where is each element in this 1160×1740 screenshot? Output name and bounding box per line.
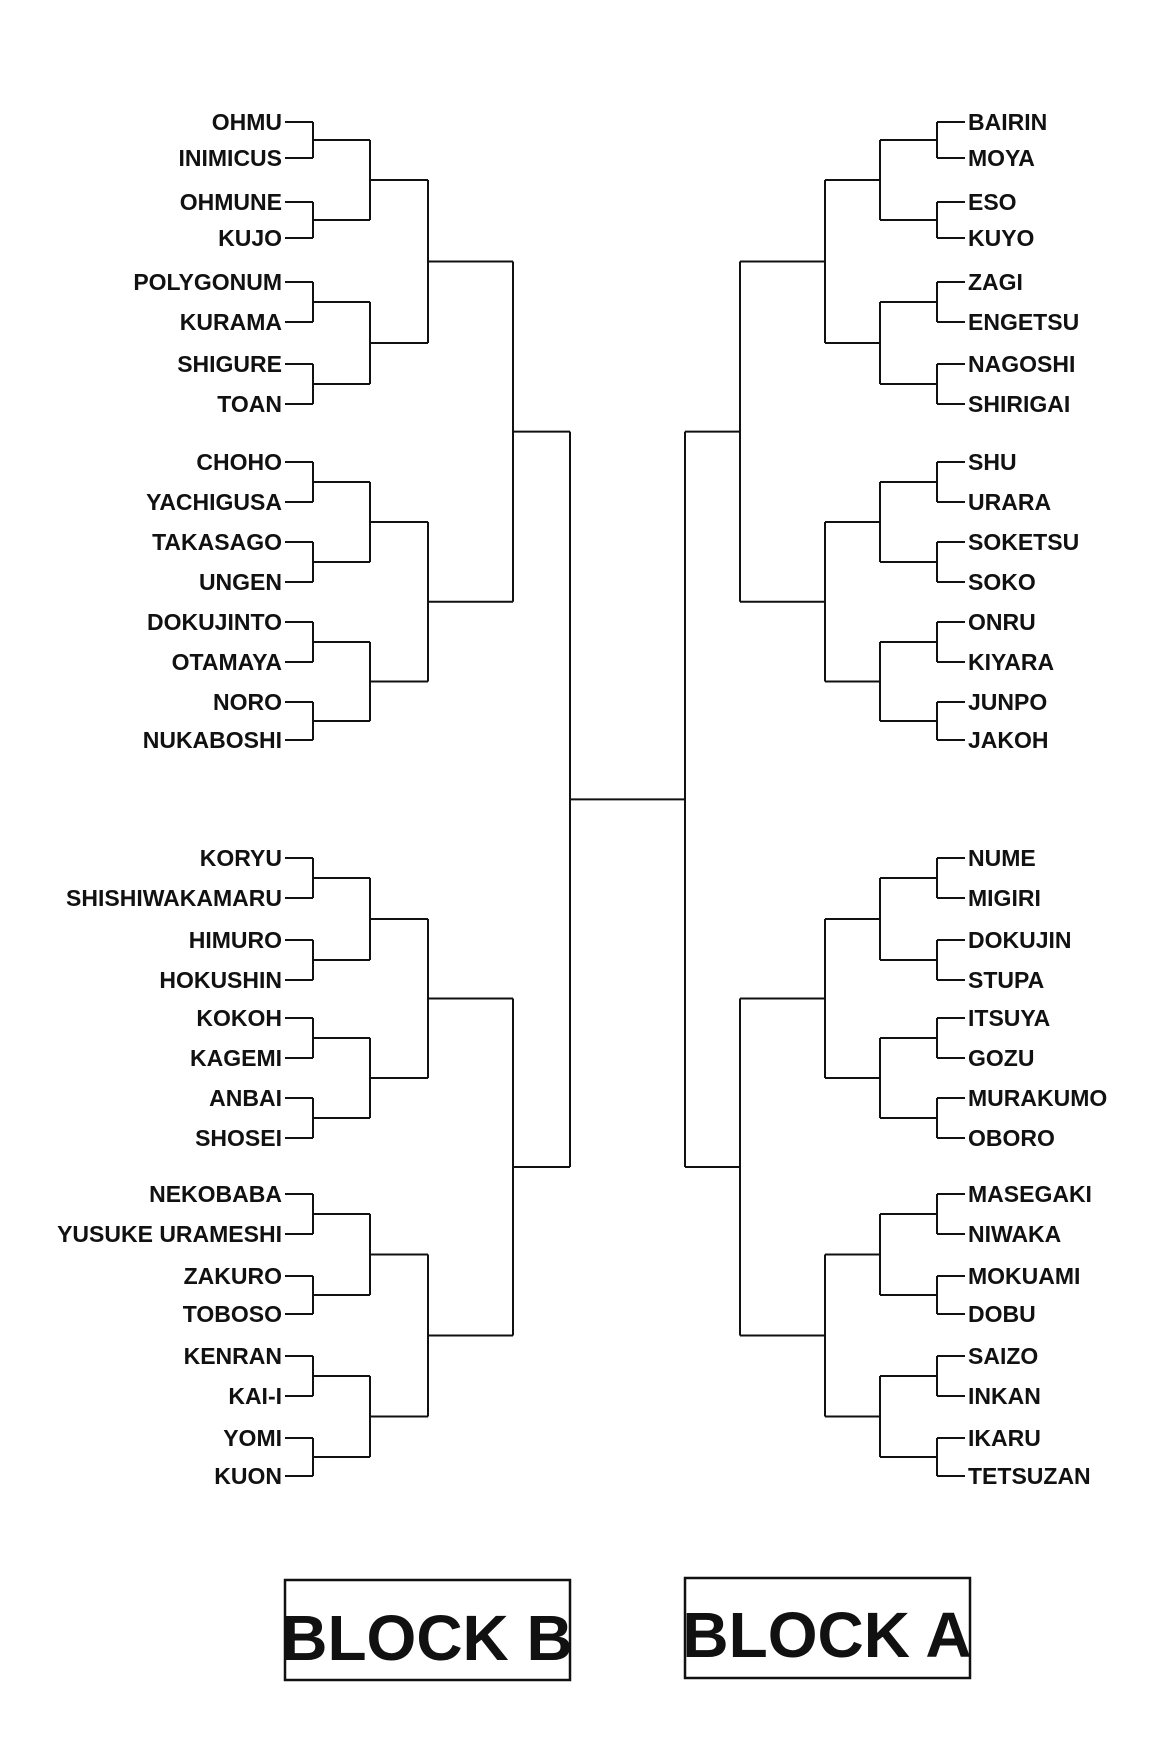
participant-name: ZAGI (968, 269, 1023, 295)
participant-name: MASEGAKI (968, 1181, 1092, 1207)
participant-name: KENRAN (183, 1343, 282, 1369)
bracket-lines (285, 122, 965, 1476)
participant-name: POLYGONUM (133, 269, 282, 295)
participant-name: OTAMAYA (171, 649, 282, 675)
participant-name: HOKUSHIN (159, 967, 282, 993)
participant-name: ONRU (968, 609, 1036, 635)
participant-name: GOZU (968, 1045, 1035, 1071)
participant-name: SHISHIWAKAMARU (66, 885, 282, 911)
block-a-label-box (682, 1578, 971, 1678)
participant-name: NUKABOSHI (142, 727, 282, 753)
participant-name: KAI-I (228, 1383, 282, 1409)
participant-name: YACHIGUSA (146, 489, 282, 515)
participant-name: KOKOH (196, 1005, 282, 1031)
participant-name: TETSUZAN (968, 1463, 1091, 1489)
participant-name: KUYO (968, 225, 1035, 251)
participant-name: ENGETSU (968, 309, 1080, 335)
participant-name: SHIRIGAI (968, 391, 1071, 417)
participant-name: NEKOBABA (149, 1181, 282, 1207)
participant-name: DOKUJIN (968, 927, 1072, 953)
participant-name: MIGIRI (968, 885, 1041, 911)
participant-name: NUME (968, 845, 1036, 871)
participant-name: SAIZO (968, 1343, 1039, 1369)
participant-name: NAGOSHI (968, 351, 1076, 377)
participant-name: ANBAI (209, 1085, 282, 1111)
block-b-title: BLOCK B (281, 1602, 573, 1674)
participant-name: KAGEMI (190, 1045, 282, 1071)
participant-name: ZAKURO (183, 1263, 282, 1289)
participant-name: UNGEN (198, 569, 282, 595)
participant-name: MOKUAMI (968, 1263, 1081, 1289)
participant-name: KUJO (218, 225, 282, 251)
participant-name: KORYU (199, 845, 282, 871)
participant-name: STUPA (968, 967, 1045, 993)
participant-name: OHMUNE (179, 189, 282, 215)
participant-name: OBORO (968, 1125, 1055, 1151)
block-a-title: BLOCK A (682, 1599, 972, 1671)
participant-name: JUNPO (968, 689, 1048, 715)
participant-name: KURAMA (179, 309, 282, 335)
participant-name: OHMU (211, 109, 282, 135)
participant-name: CHOHO (196, 449, 282, 475)
participant-name: YOMI (223, 1425, 282, 1451)
participant-name: MOYA (968, 145, 1035, 171)
participant-name: TOAN (217, 391, 282, 417)
participant-name: ESO (968, 189, 1017, 215)
participant-name: JAKOH (968, 727, 1049, 753)
participant-name: SHOSEI (195, 1125, 282, 1151)
participant-name: NIWAKA (968, 1221, 1062, 1247)
participant-name: KIYARA (968, 649, 1055, 675)
participant-name: TAKASAGO (152, 529, 282, 555)
participant-name: NORO (213, 689, 282, 715)
participant-name: SOKO (968, 569, 1036, 595)
participant-name: DOBU (968, 1301, 1036, 1327)
participant-name: HIMURO (188, 927, 282, 953)
participant-name: YUSUKE URAMESHI (57, 1221, 282, 1247)
participant-name: TOBOSO (182, 1301, 282, 1327)
participant-name: IKARU (968, 1425, 1041, 1451)
participant-name: INKAN (968, 1383, 1041, 1409)
participant-name: URARA (968, 489, 1052, 515)
participant-name: ITSUYA (968, 1005, 1051, 1031)
block-b-label-box (281, 1580, 573, 1680)
participant-name: SOKETSU (968, 529, 1080, 555)
participant-name: INIMICUS (178, 145, 282, 171)
participant-name: KUON (214, 1463, 282, 1489)
participant-name: SHIGURE (177, 351, 282, 377)
participant-name: MURAKUMO (968, 1085, 1108, 1111)
participant-name: DOKUJINTO (146, 609, 282, 635)
participant-name: SHU (968, 449, 1017, 475)
participant-name: BAIRIN (968, 109, 1048, 135)
